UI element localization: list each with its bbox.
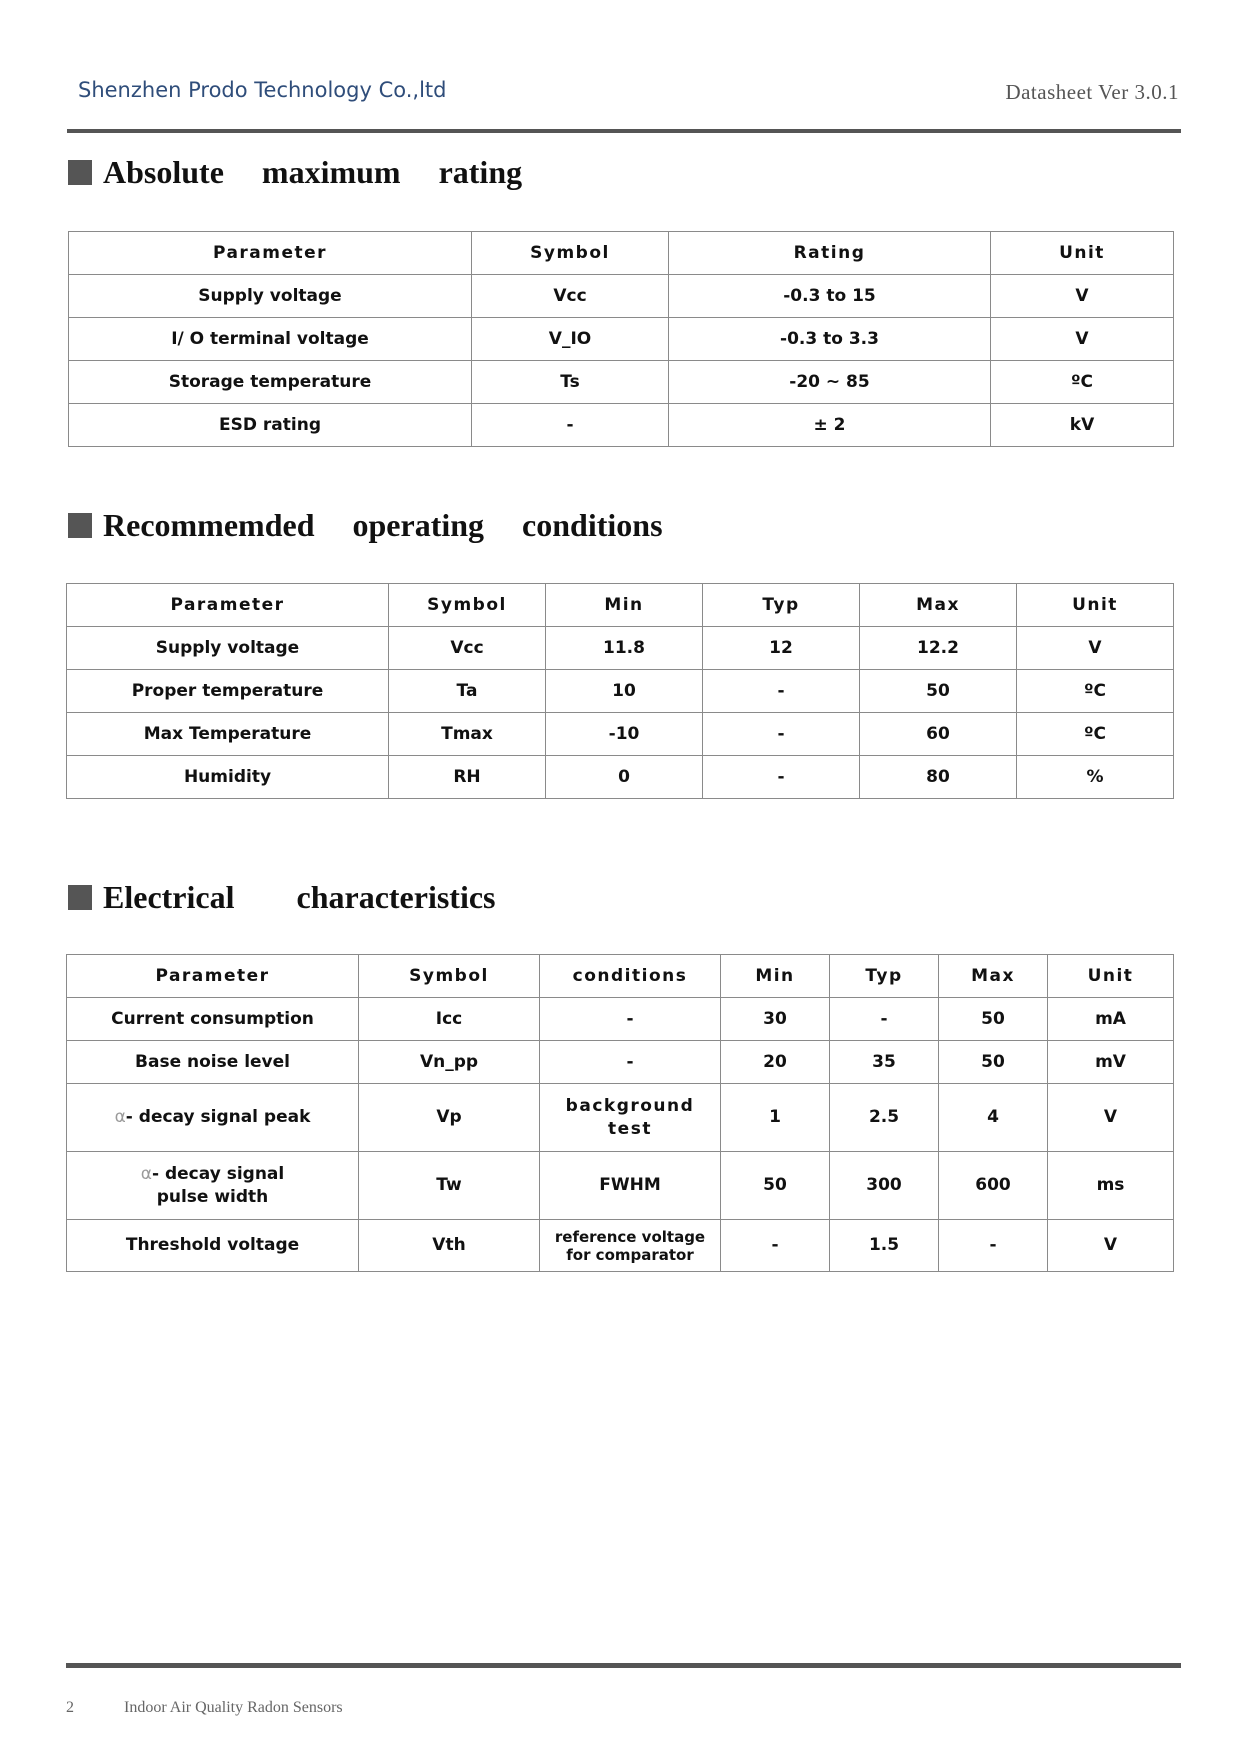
table-row <box>69 361 1174 404</box>
table-cell: - <box>830 998 939 1041</box>
column-header: Symbol <box>359 955 540 998</box>
table-cell: 60 <box>860 713 1017 756</box>
table-cell: V <box>1017 627 1174 670</box>
table-cell: - <box>540 1041 721 1084</box>
table-cell: 300 <box>830 1152 939 1220</box>
table-row <box>69 404 1174 447</box>
table-header-row <box>67 584 1174 627</box>
table-cell: Icc <box>359 998 540 1041</box>
section-title-absolute-maximum-rating <box>68 154 522 191</box>
column-header: Unit <box>991 232 1174 275</box>
table-row <box>67 1084 1174 1152</box>
electrical-characteristics-table <box>66 954 1174 1272</box>
footer <box>66 1699 343 1717</box>
table-cell: Current consumption <box>67 998 359 1041</box>
title-word: maximum <box>261 154 401 190</box>
company-name: Shenzhen Prodo Technology Co.,ltd <box>78 78 447 102</box>
table-row <box>69 275 1174 318</box>
table-row <box>67 1152 1174 1220</box>
table-cell: Vp <box>359 1084 540 1152</box>
recommended-operating-conditions-table <box>66 583 1174 799</box>
table-cell: reference voltage for comparator <box>540 1220 721 1272</box>
table-cell: Ta <box>389 670 546 713</box>
alpha-symbol: α <box>140 1164 152 1185</box>
column-header: Min <box>721 955 830 998</box>
table-cell: background test <box>540 1084 721 1152</box>
table-cell: V <box>991 318 1174 361</box>
table-cell: - <box>703 756 860 799</box>
table-cell: 50 <box>939 1041 1048 1084</box>
table-cell: -0.3 to 3.3 <box>669 318 991 361</box>
document-title: Indoor Air Quality Radon Sensors <box>124 1699 343 1716</box>
title-word: Absolute <box>103 154 224 190</box>
column-header: conditions <box>540 955 721 998</box>
column-header: Typ <box>703 584 860 627</box>
table-cell: ms <box>1048 1152 1174 1220</box>
table-row <box>67 670 1174 713</box>
column-header: Symbol <box>389 584 546 627</box>
table-cell: Vcc <box>389 627 546 670</box>
table-cell: 0 <box>546 756 703 799</box>
table-cell: Storage temperature <box>69 361 472 404</box>
table-cell: 35 <box>830 1041 939 1084</box>
section-title-electrical-characteristics <box>68 879 496 916</box>
table-cell: 1 <box>721 1084 830 1152</box>
table-cell: -20 ~ 85 <box>669 361 991 404</box>
table-cell: 50 <box>721 1152 830 1220</box>
footer-rule <box>66 1663 1181 1668</box>
table-cell: 600 <box>939 1152 1048 1220</box>
table-header-row <box>69 232 1174 275</box>
table-cell: mV <box>1048 1041 1174 1084</box>
datasheet-version: Datasheet Ver 3.0.1 <box>1005 80 1179 104</box>
column-header: Unit <box>1017 584 1174 627</box>
table-cell: 1.5 <box>830 1220 939 1272</box>
table-cell: 12.2 <box>860 627 1017 670</box>
page-number: 2 <box>66 1699 74 1716</box>
title-word: Electrical <box>103 879 235 915</box>
table-cell: Vn_pp <box>359 1041 540 1084</box>
table-cell: Humidity <box>67 756 389 799</box>
table-cell: 80 <box>860 756 1017 799</box>
table-cell: V <box>1048 1084 1174 1152</box>
title-word: Recommemded <box>103 507 315 543</box>
table-cell: 30 <box>721 998 830 1041</box>
table-row <box>67 1220 1174 1272</box>
table-cell: 2.5 <box>830 1084 939 1152</box>
column-header: Max <box>860 584 1017 627</box>
title-word: operating <box>352 507 485 543</box>
table-cell: ºC <box>991 361 1174 404</box>
table-cell: 50 <box>939 998 1048 1041</box>
table-cell: Base noise level <box>67 1041 359 1084</box>
table-cell: - <box>540 998 721 1041</box>
table-cell: 10 <box>546 670 703 713</box>
table-row <box>67 756 1174 799</box>
table-row <box>67 998 1174 1041</box>
header-rule <box>67 129 1181 133</box>
table-row <box>67 627 1174 670</box>
title-word: conditions <box>522 507 663 543</box>
table-cell: RH <box>389 756 546 799</box>
section-bullet-icon <box>68 513 92 538</box>
table-cell: -10 <box>546 713 703 756</box>
column-header: Rating <box>669 232 991 275</box>
table-cell: Vcc <box>472 275 669 318</box>
table-cell: V <box>991 275 1174 318</box>
table-cell: kV <box>991 404 1174 447</box>
column-header: Unit <box>1048 955 1174 998</box>
table-cell: - <box>939 1220 1048 1272</box>
section-bullet-icon <box>68 160 92 185</box>
table-cell: Proper temperature <box>67 670 389 713</box>
table-cell: V <box>1048 1220 1174 1272</box>
table-cell: Vth <box>359 1220 540 1272</box>
table-cell: Ts <box>472 361 669 404</box>
table-cell: I/ O terminal voltage <box>69 318 472 361</box>
parameter-text: - decay signal peak <box>125 1107 311 1128</box>
table-cell <box>67 1152 359 1220</box>
table-header-row <box>67 955 1174 998</box>
title-word: rating <box>438 154 523 190</box>
table-cell: ºC <box>1017 713 1174 756</box>
table-cell: - <box>703 670 860 713</box>
table-cell: 12 <box>703 627 860 670</box>
table-cell: Tw <box>359 1152 540 1220</box>
column-header: Parameter <box>67 955 359 998</box>
alpha-symbol: α <box>114 1107 126 1128</box>
table-row <box>67 713 1174 756</box>
table-cell: 11.8 <box>546 627 703 670</box>
column-header: Parameter <box>69 232 472 275</box>
table-cell: ± 2 <box>669 404 991 447</box>
table-cell: -0.3 to 15 <box>669 275 991 318</box>
table-cell: Max Temperature <box>67 713 389 756</box>
table-row <box>69 318 1174 361</box>
table-cell: Supply voltage <box>69 275 472 318</box>
section-bullet-icon <box>68 885 92 910</box>
table-cell: Supply voltage <box>67 627 389 670</box>
table-cell: 20 <box>721 1041 830 1084</box>
table-cell: - <box>703 713 860 756</box>
table-cell: mA <box>1048 998 1174 1041</box>
table-cell: V_IO <box>472 318 669 361</box>
table-cell: - <box>472 404 669 447</box>
table-cell: 4 <box>939 1084 1048 1152</box>
column-header: Max <box>939 955 1048 998</box>
table-cell: ºC <box>1017 670 1174 713</box>
table-cell: FWHM <box>540 1152 721 1220</box>
section-title-recommended-operating-conditions <box>68 507 663 544</box>
table-cell: Tmax <box>389 713 546 756</box>
column-header: Symbol <box>472 232 669 275</box>
column-header: Parameter <box>67 584 389 627</box>
column-header: Min <box>546 584 703 627</box>
table-cell: - <box>721 1220 830 1272</box>
table-cell <box>67 1084 359 1152</box>
table-row <box>67 1041 1174 1084</box>
parameter-text: - decay signal pulse width <box>152 1164 285 1207</box>
table-cell: ESD rating <box>69 404 472 447</box>
table-cell: % <box>1017 756 1174 799</box>
title-word: characteristics <box>296 879 496 915</box>
table-cell: 50 <box>860 670 1017 713</box>
table-cell: Threshold voltage <box>67 1220 359 1272</box>
absolute-maximum-rating-table <box>68 231 1174 447</box>
column-header: Typ <box>830 955 939 998</box>
